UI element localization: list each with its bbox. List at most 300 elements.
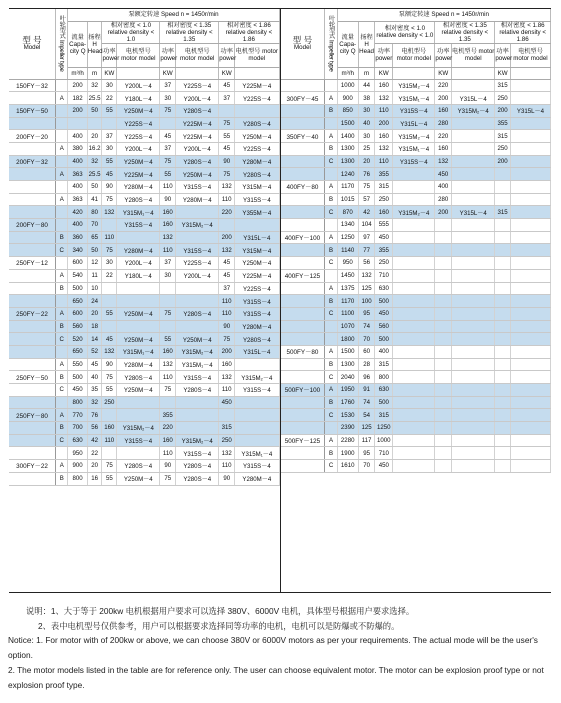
motor-cell: Y280S－4 bbox=[235, 168, 279, 181]
power-cell bbox=[495, 384, 511, 397]
power-cell: 30 bbox=[102, 257, 117, 270]
capacity-cell: 363 bbox=[68, 193, 87, 206]
capacity-cell: 380 bbox=[68, 142, 87, 155]
head-cell: 95 bbox=[358, 447, 375, 460]
impeller-cell: B bbox=[325, 142, 337, 155]
power-cell bbox=[495, 460, 511, 473]
motor-cell bbox=[510, 460, 550, 473]
motor-cell: Y250M－4 bbox=[117, 104, 160, 117]
model-cell bbox=[281, 104, 325, 117]
impeller-cell: B bbox=[325, 104, 337, 117]
power-cell bbox=[435, 333, 452, 346]
speed-header: 泵额定转速 Speed n = 1450r/min bbox=[337, 9, 550, 21]
motor-cell: Y225S－4 bbox=[117, 117, 160, 130]
motor-cell: Y355M－4 bbox=[235, 206, 279, 219]
motor-cell bbox=[510, 307, 550, 320]
motor-cell bbox=[393, 295, 435, 308]
motor-cell bbox=[452, 396, 495, 409]
motor-cell bbox=[510, 333, 550, 346]
impeller-cell: C bbox=[56, 434, 68, 447]
motor-cell: Y225S－4 bbox=[235, 142, 279, 155]
motor-cell: Y250M－4 bbox=[235, 130, 279, 143]
model-cell bbox=[281, 320, 325, 333]
motor-cell: Y280S－4 bbox=[176, 155, 219, 168]
table-row bbox=[9, 422, 279, 435]
capacity-cell: 900 bbox=[68, 460, 87, 473]
model-cell bbox=[9, 472, 56, 485]
capacity-cell: 400 bbox=[68, 155, 87, 168]
power-cell bbox=[495, 422, 511, 435]
model-header: 型 号 Model bbox=[281, 9, 325, 79]
motor-cell: Y200L－4 bbox=[117, 257, 160, 270]
impeller-cell: A bbox=[325, 130, 337, 143]
impeller-cell: A bbox=[56, 142, 68, 155]
capacity-cell: 870 bbox=[337, 206, 358, 219]
motor-cell bbox=[393, 181, 435, 194]
power-cell: 250 bbox=[495, 142, 511, 155]
power-cell: 220 bbox=[435, 130, 452, 143]
power-cell: 75 bbox=[102, 460, 117, 473]
motor-cell bbox=[510, 130, 550, 143]
power-cell: 160 bbox=[435, 142, 452, 155]
capacity-header: 流量 Capa-city Q bbox=[337, 21, 358, 67]
power-cell: 132 bbox=[375, 92, 393, 105]
head-cell: 76 bbox=[87, 409, 102, 422]
head-cell: 100 bbox=[358, 295, 375, 308]
power-cell: 22 bbox=[102, 92, 117, 105]
motor-cell bbox=[452, 384, 495, 397]
capacity-cell: 1250 bbox=[337, 231, 358, 244]
impeller-cell: B bbox=[325, 295, 337, 308]
motor-header: 电机型号 motor model bbox=[452, 43, 495, 67]
motor-cell bbox=[510, 384, 550, 397]
motor-cell: Y315M₁－4 bbox=[393, 142, 435, 155]
table-row bbox=[9, 282, 279, 295]
power-cell: 55 bbox=[102, 104, 117, 117]
impeller-cell: A bbox=[325, 384, 337, 397]
motor-cell bbox=[452, 79, 495, 92]
impeller-cell: C bbox=[325, 409, 337, 422]
motor-cell: Y280M－4 bbox=[235, 155, 279, 168]
table-row bbox=[281, 231, 551, 244]
impeller-cell: B bbox=[56, 231, 68, 244]
motor-cell bbox=[510, 320, 550, 333]
model-cell: 300FY－22 bbox=[9, 460, 56, 473]
power-cell: 500 bbox=[375, 333, 393, 346]
capacity-cell: 550 bbox=[68, 358, 87, 371]
impeller-cell bbox=[325, 269, 337, 282]
head-cell: 70 bbox=[358, 460, 375, 473]
power-cell: 315 bbox=[495, 79, 511, 92]
head-header: 扬程 H Head bbox=[358, 21, 375, 67]
motor-cell: Y315M₂－4 bbox=[393, 130, 435, 143]
table-row bbox=[9, 206, 279, 219]
motor-cell bbox=[510, 422, 550, 435]
motor-header: 电机型号 motor model bbox=[510, 43, 550, 67]
power-cell: 450 bbox=[375, 307, 393, 320]
head-cell: 28 bbox=[358, 358, 375, 371]
impeller-cell bbox=[325, 333, 337, 346]
power-cell: 280 bbox=[435, 193, 452, 206]
table-row bbox=[281, 206, 551, 219]
motor-cell bbox=[393, 219, 435, 232]
power-cell: 132 bbox=[375, 142, 393, 155]
motor-cell bbox=[235, 409, 279, 422]
capacity-cell: 1070 bbox=[337, 320, 358, 333]
model-cell bbox=[281, 206, 325, 219]
table-row bbox=[281, 282, 551, 295]
power-header: 功率 power bbox=[495, 43, 511, 67]
power-cell: 22 bbox=[102, 269, 117, 282]
model-cell: 400FY－80 bbox=[281, 181, 325, 194]
power-cell: 355 bbox=[160, 409, 176, 422]
head-cell: 20 bbox=[358, 155, 375, 168]
motor-cell: Y225M－4 bbox=[117, 168, 160, 181]
motor-cell bbox=[393, 257, 435, 270]
model-cell bbox=[281, 193, 325, 206]
motor-cell bbox=[452, 447, 495, 460]
model-cell: 200FY－32 bbox=[9, 155, 56, 168]
motor-cell: Y280S－4 bbox=[176, 307, 219, 320]
motor-cell: Y315L－4 bbox=[393, 117, 435, 130]
motor-cell: Y280S－4 bbox=[176, 472, 219, 485]
power-cell bbox=[435, 358, 452, 371]
motor-cell: Y315M₁－4 bbox=[117, 206, 160, 219]
model-cell bbox=[9, 193, 56, 206]
power-cell bbox=[102, 295, 117, 308]
impeller-cell bbox=[56, 104, 68, 117]
motor-cell bbox=[393, 460, 435, 473]
capacity-cell: 520 bbox=[68, 333, 87, 346]
power-cell bbox=[495, 307, 511, 320]
impeller-cell: C bbox=[56, 333, 68, 346]
power-cell bbox=[102, 447, 117, 460]
capacity-cell: 630 bbox=[68, 434, 87, 447]
power-cell bbox=[435, 447, 452, 460]
table-row bbox=[281, 295, 551, 308]
motor-cell bbox=[510, 219, 550, 232]
pump-spec-table bbox=[9, 8, 551, 593]
head-header: 扬程 H Head bbox=[87, 21, 102, 67]
motor-cell: Y280S－4 bbox=[235, 333, 279, 346]
capacity-cell: 1140 bbox=[337, 244, 358, 257]
impeller-cell: A bbox=[325, 434, 337, 447]
capacity-cell: 650 bbox=[68, 345, 87, 358]
left-body bbox=[9, 79, 279, 485]
power-cell bbox=[435, 371, 452, 384]
motor-cell bbox=[235, 219, 279, 232]
capacity-unit: m³/h bbox=[337, 67, 358, 79]
motor-cell bbox=[393, 193, 435, 206]
table-row bbox=[281, 422, 551, 435]
capacity-cell: 200 bbox=[68, 104, 87, 117]
motor-cell: Y315M₂－4 bbox=[235, 371, 279, 384]
power-cell: 90 bbox=[219, 155, 235, 168]
motor-cell bbox=[393, 168, 435, 181]
motor-cell: Y315S－4 bbox=[235, 460, 279, 473]
capacity-cell: 1170 bbox=[337, 181, 358, 194]
head-cell: 56 bbox=[87, 422, 102, 435]
power-cell: 710 bbox=[375, 269, 393, 282]
impeller-cell: C bbox=[325, 371, 337, 384]
motor-cell: Y315L－4 bbox=[510, 104, 550, 117]
motor-cell: Y200L－4 bbox=[176, 269, 219, 282]
motor-cell: Y315M₁－4 bbox=[176, 358, 219, 371]
head-cell: 50 bbox=[87, 104, 102, 117]
motor-cell: Y315S－4 bbox=[176, 244, 219, 257]
model-cell: 400FY－100 bbox=[281, 231, 325, 244]
capacity-cell: 182 bbox=[68, 92, 87, 105]
model-cell bbox=[9, 142, 56, 155]
capacity-cell: 1610 bbox=[337, 460, 358, 473]
power-cell bbox=[495, 269, 511, 282]
table-row bbox=[281, 130, 551, 143]
head-cell: 44 bbox=[358, 79, 375, 92]
motor-cell: Y280S－4 bbox=[117, 193, 160, 206]
model-cell bbox=[9, 447, 56, 460]
power-unit: KW bbox=[495, 67, 511, 79]
model-cell bbox=[9, 269, 56, 282]
motor-cell bbox=[510, 79, 550, 92]
head-cell: 16 bbox=[87, 472, 102, 485]
capacity-cell: 1760 bbox=[337, 396, 358, 409]
impeller-cell bbox=[56, 447, 68, 460]
power-cell: 75 bbox=[160, 155, 176, 168]
table-row bbox=[281, 219, 551, 232]
table-grid bbox=[9, 8, 551, 593]
model-cell bbox=[281, 409, 325, 422]
power-header: 功率 power bbox=[102, 43, 117, 67]
motor-cell bbox=[235, 104, 279, 117]
motor-cell: Y315M₁－4 bbox=[117, 345, 160, 358]
power-cell: 75 bbox=[160, 472, 176, 485]
motor-cell: Y225S－4 bbox=[235, 92, 279, 105]
table-row bbox=[9, 142, 279, 155]
head-cell: 20 bbox=[87, 307, 102, 320]
impeller-cell: B bbox=[56, 320, 68, 333]
impeller-cell: A bbox=[56, 409, 68, 422]
power-cell bbox=[495, 358, 511, 371]
power-cell: 315 bbox=[375, 358, 393, 371]
power-cell: 132 bbox=[160, 231, 176, 244]
model-cell: 250FY－50 bbox=[9, 371, 56, 384]
motor-cell bbox=[452, 422, 495, 435]
power-cell: 55 bbox=[160, 168, 176, 181]
power-cell bbox=[102, 219, 117, 232]
table-row bbox=[281, 384, 551, 397]
model-cell: 150FY－32 bbox=[9, 79, 56, 92]
head-cell: 10 bbox=[87, 282, 102, 295]
model-cell: 200FY－20 bbox=[9, 130, 56, 143]
motor-cell: Y200L－4 bbox=[176, 92, 219, 105]
motor-cell bbox=[393, 358, 435, 371]
model-cell bbox=[281, 155, 325, 168]
model-header: 型 号 Model bbox=[9, 9, 56, 79]
impeller-cell bbox=[56, 396, 68, 409]
motor-cell: Y315M₂－4 bbox=[176, 345, 219, 358]
power-cell: 250 bbox=[375, 257, 393, 270]
impeller-cell bbox=[56, 295, 68, 308]
power-cell bbox=[435, 345, 452, 358]
motor-cell bbox=[117, 231, 160, 244]
capacity-cell: 1375 bbox=[337, 282, 358, 295]
model-cell bbox=[281, 371, 325, 384]
impeller-cell: C bbox=[56, 384, 68, 397]
power-cell: 160 bbox=[435, 104, 452, 117]
table-row bbox=[9, 155, 279, 168]
head-cell: 11 bbox=[87, 269, 102, 282]
table-row bbox=[281, 333, 551, 346]
motor-cell bbox=[510, 295, 550, 308]
note-cn-1: 说明：1、大于等于 200kw 电机根据用户要求可以选择 380V、6000V 电机，具体型号根据用户要求选择。 bbox=[26, 606, 415, 616]
power-cell: 55 bbox=[160, 333, 176, 346]
motor-cell bbox=[452, 244, 495, 257]
impeller-cell: C bbox=[325, 206, 337, 219]
power-cell bbox=[160, 320, 176, 333]
density-1-0-header: 相对密度 < 1.0 relative density < 1.0 bbox=[375, 21, 435, 43]
impeller-cell bbox=[325, 79, 337, 92]
motor-cell bbox=[510, 282, 550, 295]
table-row bbox=[281, 168, 551, 181]
model-cell: 250FY－22 bbox=[9, 307, 56, 320]
power-cell: 37 bbox=[102, 130, 117, 143]
power-cell: 200 bbox=[495, 155, 511, 168]
impeller-cell: A bbox=[325, 92, 337, 105]
impeller-cell: A bbox=[325, 345, 337, 358]
power-cell: 160 bbox=[375, 79, 393, 92]
motor-cell: Y315S－4 bbox=[235, 307, 279, 320]
model-cell bbox=[9, 117, 56, 130]
power-cell: 110 bbox=[160, 447, 176, 460]
capacity-cell: 1340 bbox=[337, 219, 358, 232]
table-row bbox=[281, 244, 551, 257]
head-unit: m bbox=[358, 67, 375, 79]
power-header: 功率 power bbox=[375, 43, 393, 67]
power-cell: 45 bbox=[160, 130, 176, 143]
motor-cell: Y315M₁－4 bbox=[393, 92, 435, 105]
head-cell: 60 bbox=[358, 345, 375, 358]
motor-cell: Y315M－4 bbox=[235, 244, 279, 257]
power-cell bbox=[495, 320, 511, 333]
impeller-cell bbox=[56, 155, 68, 168]
model-cell bbox=[281, 333, 325, 346]
capacity-cell: 700 bbox=[68, 422, 87, 435]
power-cell bbox=[435, 409, 452, 422]
power-cell: 630 bbox=[375, 282, 393, 295]
table-row bbox=[281, 79, 551, 92]
impeller-cell: B bbox=[56, 422, 68, 435]
head-cell: 50 bbox=[87, 244, 102, 257]
power-header: 功率 power bbox=[219, 43, 235, 67]
power-cell: 355 bbox=[375, 244, 393, 257]
impeller-cell: C bbox=[325, 307, 337, 320]
motor-cell: Y315M₂－4 bbox=[393, 79, 435, 92]
impeller-cell: A bbox=[56, 460, 68, 473]
capacity-cell: 950 bbox=[68, 447, 87, 460]
power-cell: 132 bbox=[219, 244, 235, 257]
power-unit: KW bbox=[375, 67, 393, 79]
capacity-cell: 400 bbox=[68, 130, 87, 143]
power-cell bbox=[495, 282, 511, 295]
head-unit: m bbox=[87, 67, 102, 79]
model-cell bbox=[9, 333, 56, 346]
motor-cell bbox=[176, 206, 219, 219]
power-cell: 220 bbox=[435, 79, 452, 92]
model-cell bbox=[281, 257, 325, 270]
power-cell bbox=[435, 219, 452, 232]
motor-cell: Y315S－4 bbox=[176, 447, 219, 460]
power-cell bbox=[435, 422, 452, 435]
motor-cell: Y315S－4 bbox=[176, 181, 219, 194]
impeller-cell bbox=[56, 117, 68, 130]
power-cell bbox=[435, 257, 452, 270]
capacity-cell: 1300 bbox=[337, 155, 358, 168]
power-cell: 110 bbox=[375, 104, 393, 117]
motor-cell: Y315M₂－4 bbox=[393, 206, 435, 219]
head-cell: 45 bbox=[87, 358, 102, 371]
capacity-cell: 360 bbox=[68, 231, 87, 244]
motor-cell bbox=[510, 168, 550, 181]
model-cell bbox=[281, 117, 325, 130]
head-cell: 30 bbox=[358, 130, 375, 143]
motor-header: 电机型号 motor model bbox=[117, 43, 160, 67]
power-cell bbox=[495, 181, 511, 194]
power-cell: 200 bbox=[435, 92, 452, 105]
model-cell bbox=[281, 447, 325, 460]
capacity-cell: 1450 bbox=[337, 269, 358, 282]
head-cell: 32 bbox=[87, 79, 102, 92]
power-cell: 30 bbox=[160, 269, 176, 282]
power-cell: 200 bbox=[495, 104, 511, 117]
model-cell bbox=[9, 396, 56, 409]
power-cell: 45 bbox=[219, 257, 235, 270]
impeller-cell: B bbox=[325, 244, 337, 257]
motor-cell: Y315M₂－4 bbox=[117, 422, 160, 435]
motor-cell: Y250M－4 bbox=[117, 384, 160, 397]
motor-cell: Y250M－4 bbox=[117, 307, 160, 320]
power-cell: 75 bbox=[102, 193, 117, 206]
impeller-cell: A bbox=[56, 269, 68, 282]
motor-cell: Y280M－4 bbox=[176, 193, 219, 206]
capacity-cell: 1240 bbox=[337, 168, 358, 181]
table-row bbox=[281, 409, 551, 422]
head-cell: 12 bbox=[87, 257, 102, 270]
motor-cell bbox=[452, 434, 495, 447]
density-1-35-header: 相对密度 < 1.35 relative density < 1.35 bbox=[160, 21, 219, 43]
head-cell bbox=[87, 117, 102, 130]
table-row bbox=[9, 460, 279, 473]
table-row bbox=[281, 460, 551, 473]
motor-cell bbox=[393, 307, 435, 320]
capacity-cell: 650 bbox=[68, 295, 87, 308]
model-cell bbox=[9, 320, 56, 333]
motor-cell bbox=[510, 92, 550, 105]
table-row bbox=[281, 104, 551, 117]
power-cell: 160 bbox=[160, 219, 176, 232]
capacity-cell: 1400 bbox=[337, 130, 358, 143]
impeller-cell bbox=[56, 181, 68, 194]
table-row bbox=[281, 155, 551, 168]
power-cell bbox=[435, 269, 452, 282]
head-cell: 25.5 bbox=[87, 168, 102, 181]
power-cell: 55 bbox=[219, 130, 235, 143]
power-cell: 710 bbox=[375, 447, 393, 460]
power-cell: 315 bbox=[375, 409, 393, 422]
power-cell: 200 bbox=[219, 231, 235, 244]
power-cell bbox=[102, 282, 117, 295]
capacity-cell: 1800 bbox=[337, 333, 358, 346]
model-cell bbox=[281, 396, 325, 409]
